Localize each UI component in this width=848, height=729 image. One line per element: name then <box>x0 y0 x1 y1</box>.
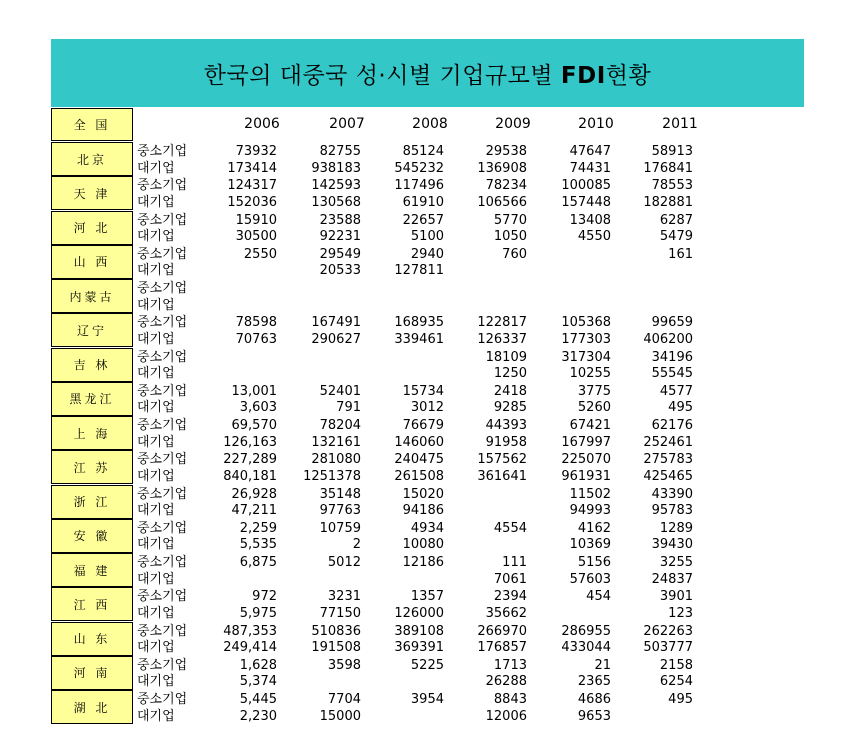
value-cell: 157448 <box>561 194 611 210</box>
value-cell: 252461 <box>643 434 693 450</box>
value-cell: 7061 <box>493 571 527 587</box>
province-cell <box>51 382 133 416</box>
value-cell: 111 <box>502 555 527 570</box>
value-cell: 77150 <box>319 605 361 621</box>
province-name: 河 南 <box>73 666 111 681</box>
value-cell: 157562 <box>477 452 527 468</box>
value-cell: 13,001 <box>231 383 277 399</box>
value-cell: 5,374 <box>239 674 277 690</box>
value-cell: 127811 <box>394 263 444 279</box>
value-cell: 167997 <box>561 434 611 450</box>
value-cell: 5225 <box>410 657 444 673</box>
value-cell: 95783 <box>651 503 693 518</box>
value-cell: 167491 <box>311 315 361 331</box>
value-cell: 78553 <box>651 178 693 194</box>
value-cell: 26288 <box>485 674 527 690</box>
value-cell: 173414 <box>227 160 277 176</box>
value-cell: 55545 <box>651 366 693 381</box>
value-cell: 487,353 <box>223 623 277 639</box>
value-cell: 5,975 <box>239 605 277 621</box>
value-cell: 791 <box>336 400 361 416</box>
value-cell: 3231 <box>327 589 361 605</box>
value-cell: 76679 <box>402 418 444 433</box>
province-cell <box>51 313 133 347</box>
value-cell: 6254 <box>659 674 693 690</box>
value-cell: 2158 <box>659 657 693 673</box>
value-cell: 760 <box>502 246 527 262</box>
value-cell: 2550 <box>243 246 277 262</box>
title-suffix: 현황 <box>605 62 652 89</box>
value-cell: 339461 <box>394 331 444 347</box>
large-row-label: 대기업 <box>137 674 175 690</box>
province-name: 山 西 <box>73 255 111 270</box>
province-name: 河 北 <box>73 221 111 235</box>
value-cell: 78234 <box>485 178 527 194</box>
value-cell: 10369 <box>569 537 611 553</box>
sme-row-label: 중소기업 <box>137 555 188 570</box>
year-header-2010: 2010 <box>578 116 614 132</box>
large-row-label: 대기업 <box>137 331 175 347</box>
value-cell: 142593 <box>311 178 361 194</box>
value-cell: 495 <box>668 692 693 707</box>
value-cell: 94186 <box>402 503 444 518</box>
province-cell <box>51 690 133 724</box>
value-cell: 4577 <box>659 383 693 399</box>
value-cell: 44393 <box>485 418 527 433</box>
value-cell: 1289 <box>659 520 693 536</box>
title-bar <box>51 39 804 107</box>
value-cell: 961931 <box>561 468 611 484</box>
large-row-label: 대기업 <box>137 571 175 587</box>
value-cell: 369391 <box>394 640 444 655</box>
year-header-2007: 2007 <box>329 116 365 132</box>
all-country-cell <box>51 108 133 141</box>
value-cell: 3012 <box>410 400 444 416</box>
value-cell: 6287 <box>659 212 693 228</box>
value-cell: 2 <box>352 537 361 553</box>
value-cell: 972 <box>252 589 277 605</box>
value-cell: 4554 <box>493 520 527 536</box>
value-cell: 82755 <box>319 144 361 159</box>
value-cell: 5012 <box>327 555 361 570</box>
value-cell: 15734 <box>402 383 444 399</box>
sme-row-label: 중소기업 <box>137 383 188 399</box>
value-cell: 12006 <box>485 708 527 724</box>
value-cell: 43390 <box>651 486 693 502</box>
value-cell: 840,181 <box>223 468 277 484</box>
value-cell: 52401 <box>319 383 361 399</box>
title-text: 한국의 대중국 성·시별 기업규모별 <box>203 62 561 89</box>
year-header-2006: 2006 <box>244 116 280 132</box>
province-cell <box>51 485 133 519</box>
value-cell: 286955 <box>561 623 611 639</box>
province-name: 浙 江 <box>73 495 111 509</box>
value-cell: 106566 <box>477 194 527 210</box>
value-cell: 168935 <box>394 315 444 331</box>
province-cell <box>51 245 133 279</box>
value-cell: 5,535 <box>239 537 277 553</box>
value-cell: 94993 <box>569 503 611 518</box>
value-cell: 249,414 <box>223 640 277 655</box>
province-cell <box>51 211 133 245</box>
sme-row-label: 중소기업 <box>137 144 188 159</box>
province-cell <box>51 348 133 382</box>
value-cell: 2365 <box>577 674 611 690</box>
value-cell: 3,603 <box>239 400 277 416</box>
value-cell: 1251378 <box>303 468 361 484</box>
value-cell: 152036 <box>227 194 277 210</box>
sme-row-label: 중소기업 <box>137 589 188 605</box>
value-cell: 227,289 <box>223 452 277 468</box>
value-cell: 100085 <box>561 178 611 194</box>
province-cell <box>51 176 133 210</box>
value-cell: 105368 <box>561 315 611 331</box>
value-cell: 12186 <box>402 555 444 570</box>
value-cell: 4686 <box>577 692 611 707</box>
value-cell: 191508 <box>311 640 361 655</box>
value-cell: 122817 <box>477 315 527 331</box>
value-cell: 58913 <box>651 144 693 159</box>
sme-row-label: 중소기업 <box>137 281 188 296</box>
value-cell: 1,628 <box>239 657 277 673</box>
value-cell: 11502 <box>569 486 611 502</box>
value-cell: 130568 <box>311 194 361 210</box>
value-cell: 24837 <box>651 571 693 587</box>
value-cell: 2418 <box>493 383 527 399</box>
value-cell: 2,259 <box>239 520 277 536</box>
all-country-label: 全 国 <box>73 118 111 132</box>
value-cell: 34196 <box>651 349 693 365</box>
value-cell: 3901 <box>659 589 693 605</box>
province-name: 上 海 <box>73 426 111 441</box>
value-cell: 495 <box>668 400 693 416</box>
province-cell <box>51 416 133 450</box>
value-cell: 123 <box>668 605 693 621</box>
value-cell: 35148 <box>319 486 361 502</box>
value-cell: 92231 <box>319 229 361 244</box>
year-header-2011: 2011 <box>662 116 698 132</box>
value-cell: 13408 <box>569 212 611 228</box>
value-cell: 433044 <box>561 640 611 655</box>
value-cell: 9653 <box>577 708 611 724</box>
value-cell: 406200 <box>643 331 693 347</box>
sme-row-label: 중소기업 <box>137 452 188 468</box>
value-cell: 30500 <box>235 229 277 244</box>
value-cell: 7704 <box>327 692 361 707</box>
value-cell: 510836 <box>311 623 361 639</box>
value-cell: 5,445 <box>239 692 277 707</box>
province-cell <box>51 279 133 313</box>
sme-row-label: 중소기업 <box>137 657 188 673</box>
value-cell: 6,875 <box>239 555 277 570</box>
large-row-label: 대기업 <box>137 640 175 655</box>
province-name: 山 东 <box>73 632 111 646</box>
value-cell: 39430 <box>651 537 693 553</box>
sme-row-label: 중소기업 <box>137 520 188 536</box>
value-cell: 136908 <box>477 160 527 176</box>
province-name: 湖 北 <box>73 700 111 715</box>
large-row-label: 대기업 <box>137 297 175 313</box>
value-cell: 176841 <box>643 160 693 176</box>
province-name: 安 徽 <box>73 529 111 544</box>
value-cell: 4934 <box>410 520 444 536</box>
page-title <box>204 57 651 90</box>
province-cell <box>51 142 133 176</box>
value-cell: 425465 <box>643 468 693 484</box>
province-name: 江 西 <box>73 597 111 612</box>
value-cell: 5100 <box>410 229 444 244</box>
value-cell: 5479 <box>659 229 693 244</box>
sme-row-label: 중소기업 <box>137 178 188 194</box>
value-cell: 10080 <box>402 537 444 553</box>
province-name: 辽宁 <box>76 323 107 338</box>
value-cell: 117496 <box>394 178 444 194</box>
value-cell: 132161 <box>311 434 361 450</box>
value-cell: 57603 <box>569 571 611 587</box>
value-cell: 74431 <box>569 160 611 176</box>
value-cell: 8843 <box>493 692 527 707</box>
value-cell: 70763 <box>235 331 277 347</box>
value-cell: 2394 <box>493 589 527 605</box>
value-cell: 62176 <box>651 418 693 433</box>
large-row-label: 대기업 <box>137 434 175 450</box>
value-cell: 240475 <box>394 452 444 468</box>
large-row-label: 대기업 <box>137 366 175 381</box>
value-cell: 266970 <box>477 623 527 639</box>
value-cell: 3598 <box>327 657 361 673</box>
value-cell: 317304 <box>561 349 611 365</box>
value-cell: 261508 <box>394 468 444 484</box>
value-cell: 1357 <box>410 589 444 605</box>
value-cell: 61910 <box>402 194 444 210</box>
sme-row-label: 중소기업 <box>137 692 188 707</box>
value-cell: 15910 <box>235 212 277 228</box>
province-cell <box>51 450 133 484</box>
value-cell: 29538 <box>485 144 527 159</box>
value-cell: 5156 <box>577 555 611 570</box>
value-cell: 85124 <box>402 144 444 159</box>
value-cell: 26,928 <box>231 486 277 502</box>
value-cell: 73932 <box>235 144 277 159</box>
value-cell: 176857 <box>477 640 527 655</box>
value-cell: 35662 <box>485 605 527 621</box>
value-cell: 262263 <box>643 623 693 639</box>
sme-row-label: 중소기업 <box>137 418 188 433</box>
province-name: 北京 <box>76 152 107 167</box>
value-cell: 5770 <box>493 212 527 228</box>
value-cell: 78204 <box>319 418 361 433</box>
province-name: 天 津 <box>73 186 111 201</box>
value-cell: 938183 <box>311 160 361 176</box>
value-cell: 4550 <box>577 229 611 244</box>
value-cell: 146060 <box>394 434 444 450</box>
value-cell: 67421 <box>569 418 611 433</box>
value-cell: 3255 <box>659 555 693 570</box>
sme-row-label: 중소기업 <box>137 246 188 262</box>
province-name: 黑龙江 <box>69 392 115 407</box>
province-name: 福 建 <box>73 563 111 578</box>
value-cell: 124317 <box>227 178 277 194</box>
title-bold: FDI <box>560 62 606 89</box>
province-name: 吉 林 <box>73 358 111 372</box>
large-row-label: 대기업 <box>137 194 175 210</box>
value-cell: 15020 <box>402 486 444 502</box>
large-row-label: 대기업 <box>137 160 175 176</box>
value-cell: 1713 <box>493 657 527 673</box>
value-cell: 225070 <box>561 452 611 468</box>
value-cell: 47647 <box>569 144 611 159</box>
value-cell: 126,163 <box>223 434 277 450</box>
value-cell: 29549 <box>319 246 361 262</box>
value-cell: 99659 <box>651 315 693 331</box>
value-cell: 503777 <box>643 640 693 655</box>
sme-row-label: 중소기업 <box>137 623 188 639</box>
large-row-label: 대기업 <box>137 605 175 621</box>
province-name: 内蒙古 <box>69 289 115 304</box>
value-cell: 5260 <box>577 400 611 416</box>
large-row-label: 대기업 <box>137 468 175 484</box>
value-cell: 182881 <box>643 194 693 210</box>
value-cell: 10759 <box>319 520 361 536</box>
value-cell: 91958 <box>485 434 527 450</box>
sme-row-label: 중소기업 <box>137 315 188 331</box>
province-cell <box>51 622 133 656</box>
value-cell: 18109 <box>485 349 527 365</box>
province-cell <box>51 519 133 553</box>
value-cell: 126000 <box>394 605 444 621</box>
province-cell <box>51 656 133 690</box>
value-cell: 1250 <box>493 366 527 381</box>
value-cell: 47,211 <box>231 503 277 518</box>
value-cell: 21 <box>594 657 611 673</box>
value-cell: 20533 <box>319 263 361 279</box>
sme-row-label: 중소기업 <box>137 349 188 365</box>
value-cell: 281080 <box>311 452 361 468</box>
value-cell: 454 <box>586 589 611 605</box>
large-row-label: 대기업 <box>137 503 175 518</box>
value-cell: 545232 <box>394 160 444 176</box>
sme-row-label: 중소기업 <box>137 486 188 502</box>
value-cell: 2,230 <box>239 708 277 724</box>
value-cell: 126337 <box>477 331 527 347</box>
value-cell: 22657 <box>402 212 444 228</box>
province-cell <box>51 587 133 621</box>
value-cell: 3954 <box>410 692 444 707</box>
value-cell: 10255 <box>569 366 611 381</box>
value-cell: 78598 <box>235 315 277 331</box>
year-header-2009: 2009 <box>495 116 531 132</box>
value-cell: 9285 <box>493 400 527 416</box>
province-cell <box>51 553 133 587</box>
value-cell: 69,570 <box>231 418 277 433</box>
value-cell: 2940 <box>410 246 444 262</box>
value-cell: 290627 <box>311 331 361 347</box>
value-cell: 177303 <box>561 331 611 347</box>
value-cell: 361641 <box>477 468 527 484</box>
value-cell: 4162 <box>577 520 611 536</box>
large-row-label: 대기업 <box>137 400 175 416</box>
province-name: 江 苏 <box>73 460 111 475</box>
value-cell: 389108 <box>394 623 444 639</box>
value-cell: 97763 <box>319 503 361 518</box>
large-row-label: 대기업 <box>137 229 175 244</box>
large-row-label: 대기업 <box>137 263 175 279</box>
sme-row-label: 중소기업 <box>137 212 188 228</box>
year-header-2008: 2008 <box>412 116 448 132</box>
value-cell: 275783 <box>643 452 693 468</box>
value-cell: 1050 <box>493 229 527 244</box>
value-cell: 23588 <box>319 212 361 228</box>
large-row-label: 대기업 <box>137 537 175 553</box>
large-row-label: 대기업 <box>137 708 175 724</box>
value-cell: 161 <box>668 246 693 262</box>
value-cell: 3775 <box>577 383 611 399</box>
value-cell: 15000 <box>319 708 361 724</box>
